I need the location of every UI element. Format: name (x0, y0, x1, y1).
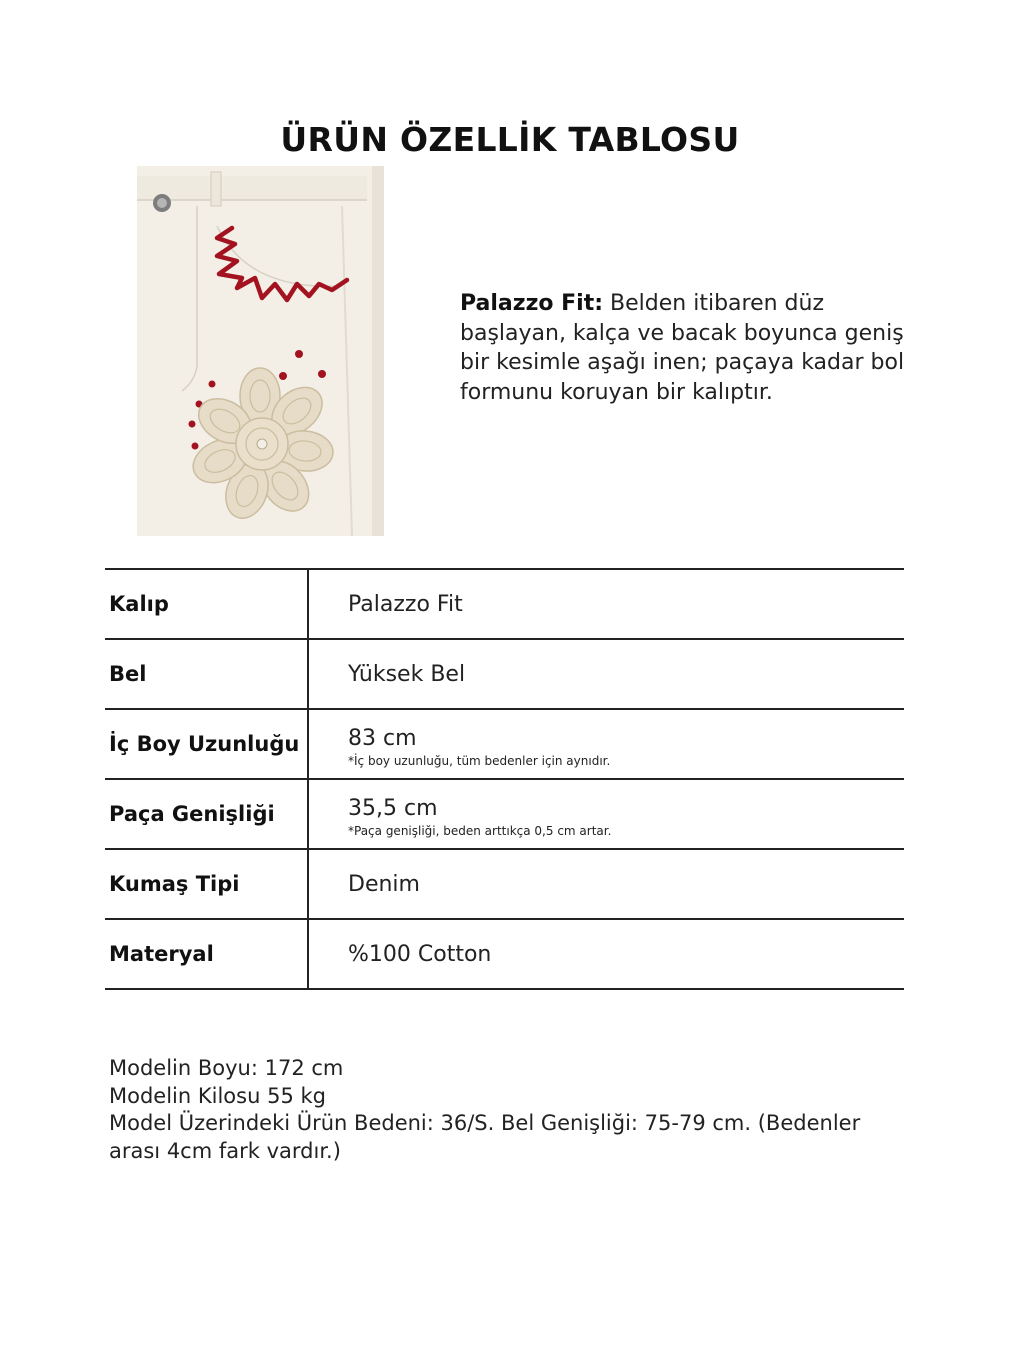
spec-label: Kumaş Tipi (109, 872, 240, 896)
table-divider (307, 710, 309, 778)
model-height: Modelin Boyu: 172 cm (109, 1056, 344, 1080)
spec-label: Paça Genişliği (109, 802, 275, 826)
spec-label: İç Boy Uzunluğu (109, 732, 300, 756)
model-weight: Modelin Kilosu 55 kg (109, 1083, 326, 1108)
fit-description (460, 289, 930, 407)
fit-description-text: Belden itibaren düz başlayan, kalça ve bacak boyunca geniş bir kesimle aşağı inen; paçaya kadar bol formunu koruyan bir kalıptır. (460, 291, 905, 405)
spec-value: Yüksek Bel (348, 662, 466, 687)
spec-label: Bel (109, 662, 147, 686)
spec-row-ic-boy (105, 710, 904, 780)
spec-value: 83 cm (348, 726, 417, 751)
fit-description-label: Palazzo Fit: (460, 291, 604, 316)
table-divider (307, 640, 309, 708)
spec-row-kalip (105, 570, 904, 640)
page-title: ÜRÜN ÖZELLİK TABLOSU (280, 120, 740, 160)
spec-note: *İç boy uzunluğu, tüm bedenler için aynıdır. (348, 754, 611, 768)
spec-row-paca (105, 780, 904, 850)
spec-value: Palazzo Fit (348, 592, 463, 617)
table-divider (307, 570, 309, 638)
model-info (109, 1055, 909, 1165)
spec-row-bel (105, 640, 904, 710)
spec-label: Materyal (109, 942, 214, 966)
table-divider (307, 920, 309, 988)
spec-value: 35,5 cm (348, 796, 438, 821)
spec-note: *Paça genişliği, beden arttıkça 0,5 cm artar. (348, 824, 612, 838)
table-divider (307, 780, 309, 848)
spec-label: Kalıp (109, 592, 169, 616)
spec-row-kumas (105, 850, 904, 920)
spec-value: %100 Cotton (348, 942, 492, 967)
spec-table (105, 568, 904, 990)
model-size: Model Üzerindeki Ürün Bedeni: 36/S. Bel Genişliği: 75-79 cm. (Bedenler arası 4cm fark vardır.) (109, 1111, 861, 1163)
product-image (137, 166, 384, 536)
spec-value: Denim (348, 872, 420, 897)
spec-row-materyal (105, 920, 904, 990)
table-divider (307, 850, 309, 918)
